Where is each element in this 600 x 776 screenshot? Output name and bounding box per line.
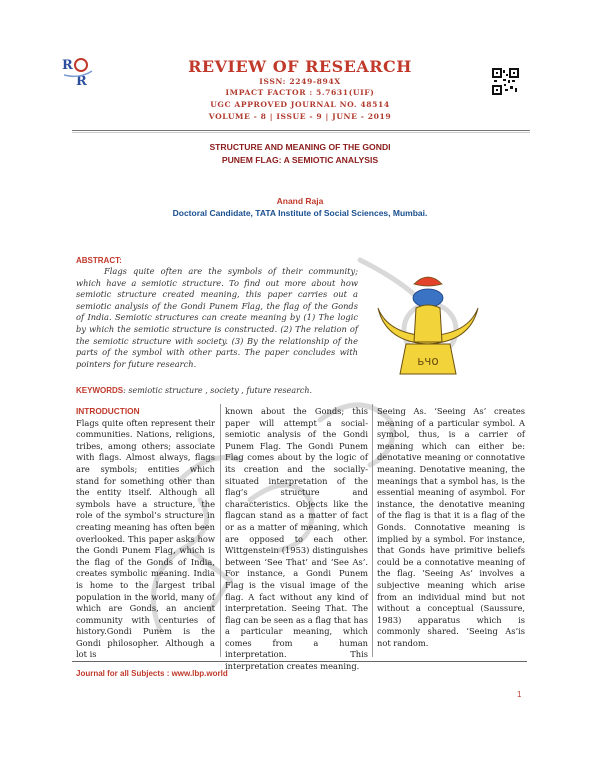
column-divider-1: [220, 404, 221, 657]
abstract-text: [76, 266, 358, 370]
flag-top-shape: [414, 277, 442, 286]
gondi-punem-flag-figure: [372, 268, 484, 380]
paper-title-line2: PUNEM FLAG: A SEMIOTIC ANALYSIS: [221, 155, 379, 165]
volume-issue: VOLUME - 8 | ISSUE - 9 | JUNE - 2019: [208, 112, 392, 121]
svg-text:R: R: [62, 58, 73, 73]
journal-title: REVIEW OF RESEARCH: [188, 57, 412, 76]
keywords-text: : semiotic structure , society , future research.: [123, 386, 313, 395]
body-column-3: [377, 406, 525, 649]
keywords: [76, 386, 312, 395]
author-name: Anand Raja: [276, 196, 324, 206]
introduction-heading: INTRODUCTION: [76, 406, 140, 416]
column-divider-2: [372, 404, 373, 657]
paper-title-line1: STRUCTURE AND MEANING OF THE GONDI: [209, 142, 391, 152]
column-2-text: known about the Gonds; this paper will attempt a social-semiotic analysis of the Gondi Punem Flag. The Gondi Punem Flag comes about by the logic of its creation and the socially-situated interpretation of the flag’s structure and characteristics. Objects like the flagcan stand as a matter of fact or as a matter of meaning, which are opposed to each other. Wittgenstein (1953) distinguishes between ‘See That’ and ‘See As’. For instance, a Gondi Punem Flag is the visual image of the flag. A fact without any kind of interpretation. Seeing That. The flag can be seen as a flag that has a particular meaning, which comes from a human interpretation. This interpretation creates meaning.: [225, 406, 368, 672]
footer-divider: [72, 661, 527, 662]
flag-body: [414, 305, 442, 342]
issn: ISSN: 2249-894X: [259, 77, 341, 86]
qr-code-icon: [492, 68, 519, 95]
abstract-heading: ABSTRACT:: [76, 256, 122, 265]
header-divider-secondary: [72, 132, 530, 133]
page-number: 1: [517, 690, 522, 699]
flag-middle-shape: [413, 289, 443, 307]
body-column-2: [225, 406, 368, 673]
svg-text:R: R: [76, 74, 87, 87]
column-3-text: Seeing As. ‘Seeing As’ creates meaning of a particular symbol. A symbol, thus, is a carrier of meaning which can either be: denotative meaning or connotative meaning. Denotative meaning, the meanings that a symbol has, is the essential meaning of asymbol. For instance, the denotative meaning of the flag is that it is a flag of the Gonds. Connotative meaning is implied by a symbol. For instance, that Gonds have primitive beliefs could be a connotative meaning of the flag. ‘Seeing As’ involves a subjective meaning which arise from an individual mind but not without a conceptual (Saussure, 1983) apparatus which is commonly shared. ‘Seeing As’is not random.: [377, 406, 525, 648]
footer-journal-text: Journal for all Subjects : www.lbp.world: [76, 669, 228, 678]
header-divider: [72, 130, 530, 131]
column-1-text: Flags quite often represent their communities. Nations, religions, tribes, among others; associate with flags. Almost always, flags are symbols; entities which stand for something other than the entity itself. Although all symbols have a structure, the role of the symbol’s structure in creating meaning has often been overlooked. This paper asks how the Gondi Punem Flag, which is the flag of the Gonds of India, creates symbolic meaning. India is home to the largest tribal population in the world, many of which are Gonds, an ancient community with centuries of history.Gondi Punem is the Gondi philosopher. Although a lot is: [76, 417, 215, 660]
ugc-approval: UGC APPROVED JOURNAL NO. 48514: [210, 100, 390, 109]
abstract-body: Flags quite often are the symbols of their community; which have a semiotic structure. To find out more about how semiotic structure created meaning, this paper carries out a semiotic analysis of the Gondi Punem Flag, the flag of the Gonds of India. Semiotic structures can create meaning by (1) The logic by which the semiotic structure is constructed. (2) The relation of the semiotic structure with society. (3) By the relationship of the parts of the symbol with other parts. The paper concludes with pointers for future research.: [76, 266, 358, 369]
impact-factor: IMPACT FACTOR : 5.7631(UIF): [225, 88, 375, 97]
keywords-label: KEYWORDS: [76, 386, 124, 395]
author-affiliation: Doctoral Candidate, TATA Institute of Social Sciences, Mumbai.: [172, 208, 428, 218]
body-column-1: [76, 406, 215, 661]
flag-inscription: ьчо: [417, 354, 439, 368]
